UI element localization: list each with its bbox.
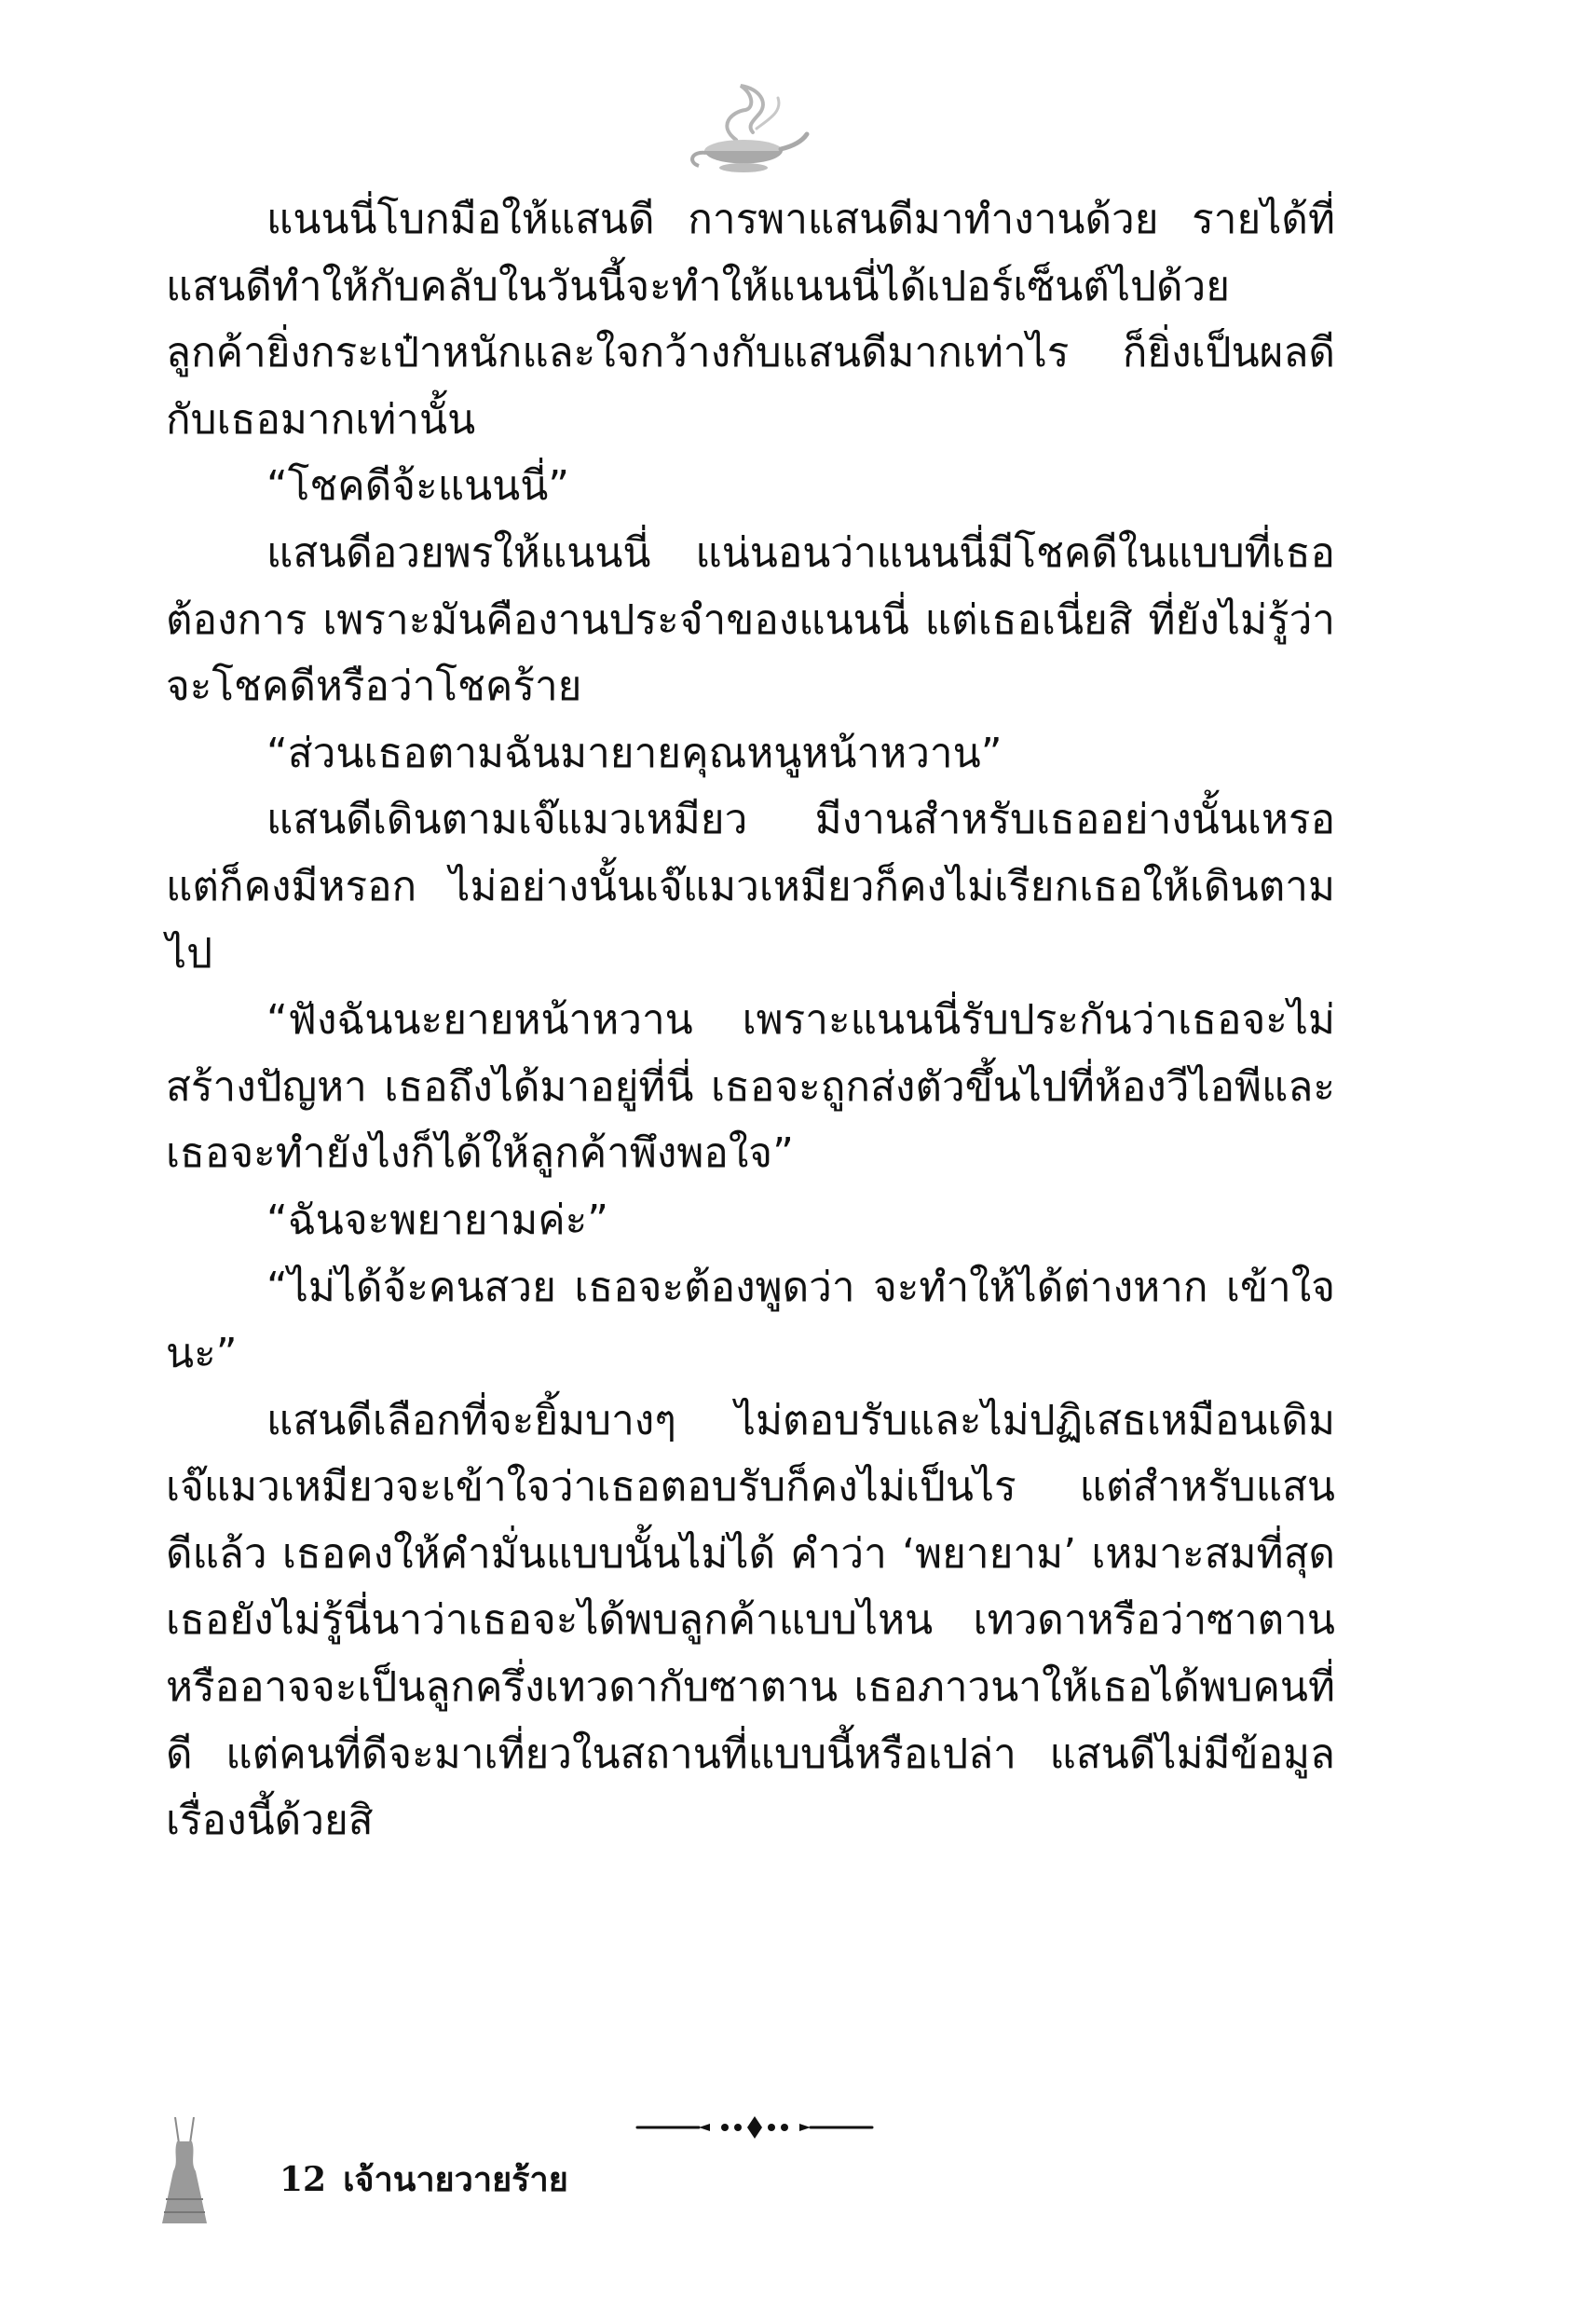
body-text — [166, 186, 1335, 1854]
scene-break-ornament-icon — [634, 2111, 876, 2144]
paragraph: “ส่วนเธอตามฉันมายายคุณหนูหน้าหวาน” — [266, 729, 1003, 777]
page-footer — [280, 2153, 568, 2206]
paragraph: “ฉันจะพยายามค่ะ” — [266, 1196, 609, 1244]
paragraph: “โชคดีจ้ะแนนนี่” — [266, 462, 570, 511]
paragraph: แนนนี่โบกมือให้แสนดี การพาแสนดีมาทำงานด้วย รายได้ที่แสนดีทำให้กับคลับในวันนี้จะทำให้แนนนี่ได้เปอร์เซ็นต์ไปด้วย ลูกค้ายิ่งกระเป๋าหนักและใจกว้างกับแสนดีมากเท่าไร ก็ยิ่งเป็นผลดีกับเธอมากเท่านั้น — [166, 196, 1335, 444]
lamp-ornament-icon — [680, 75, 811, 177]
running-title: เจ้านายวายร้าย — [343, 2160, 568, 2199]
paragraph: “ไม่ได้จ้ะคนสวย เธอจะต้องพูดว่า จะทำให้ได้ต่างหาก เข้าใจนะ” — [166, 1263, 1335, 1378]
paragraph: แสนดีเลือกที่จะยิ้มบางๆ ไม่ตอบรับและไม่ปฏิเสธเหมือนเดิม เจ๊แมวเหมียวจะเข้าใจว่าเธอตอบรับก็คงไม่เป็นไร แต่สำหรับแสนดีแล้ว เธอคงให้คำมั่นแบบนั้นไม่ได้ คำว่า ‘พยายาม’ เหมาะสมที่สุด เธอยังไม่รู้นี่นาว่าเธอจะได้พบลูกค้าแบบไหน เทวดาหรือว่าซาตาน หรืออาจจะเป็นลูกครึ่งเทวดากับซาตาน เธอภาวนาให้เธอได้พบคนที่ดี แต่คนที่ดีจะมาเที่ยวในสถานที่แบบนี้หรือเปล่า แสนดีไม่มีข้อมูลเรื่องนี้ด้วยสิ — [166, 1396, 1335, 1845]
paragraph: “ฟังฉันนะยายหน้าหวาน เพราะแนนนี่รับประกันว่าเธอจะไม่สร้างปัญหา เธอถึงได้มาอยู่ที่นี่ เธอจะถูกส่งตัวขึ้นไปที่ห้องวีไอพีและเธอจะทำยังไงก็ได้ให้ลูกค้าพึงพอใจ” — [166, 996, 1335, 1178]
dress-figure-icon — [157, 2115, 212, 2227]
paragraph: แสนดีเดินตามเจ๊แมวเหมียว มีงานสำหรับเธออย่างนั้นเหรอ แต่ก็คงมีหรอก ไม่อย่างนั้นเจ๊แมวเหมียวก็คงไม่เรียกเธอให้เดินตามไป — [166, 796, 1335, 978]
page-number: 12 — [280, 2160, 327, 2199]
paragraph: แสนดีอวยพรให้แนนนี่ แน่นอนว่าแนนนี่มีโชคดีในแบบที่เธอต้องการ เพราะมันคืองานประจำของแนนนี่ แต่เธอเนี่ยสิ ที่ยังไม่รู้ว่าจะโชคดีหรือว่าโชคร้าย — [166, 528, 1335, 711]
